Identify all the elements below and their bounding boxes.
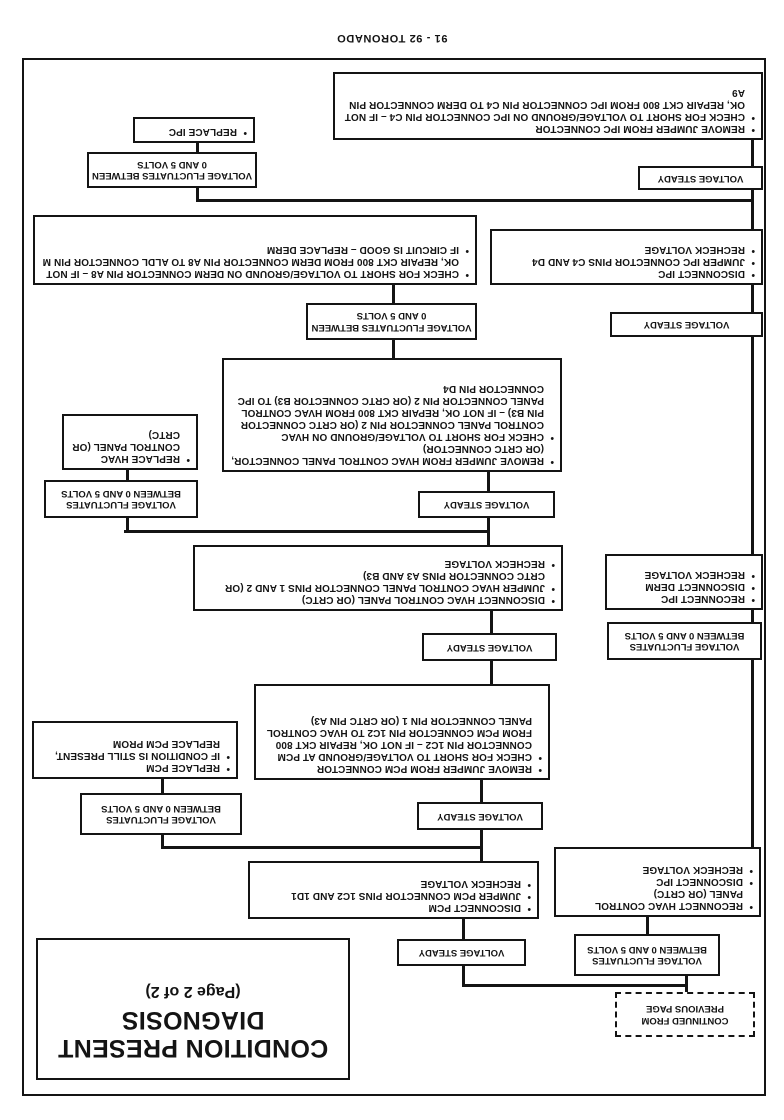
label-voltage-steady-1: VOLTAGE STEADY — [397, 939, 526, 966]
connector-line — [392, 339, 395, 360]
label-voltage-steady-5: VOLTAGE STEADY — [610, 312, 763, 337]
label-voltage-fluctuates-1: VOLTAGE FLUCTUATES BETWEEN 0 AND 5 VOLTS — [574, 934, 720, 976]
label-voltage-steady-6: VOLTAGE STEADY — [638, 166, 763, 190]
connector-line — [462, 964, 465, 987]
connector-line — [392, 284, 395, 304]
box-reconnect-hvac: • RECONNECT HVAC CONTROL PANEL (OR CRTC) • DISCONNECT IPC • RECHECK VOLTAGE — [554, 847, 761, 917]
box-remove-jumper-pcm: • REMOVE JUMPER FROM PCM CONNECTOR • CHECK FOR SHORT TO VOLTAGE/GROUND AT PCM CONNECTOR PIN 1C2 – IF NOT OK, REPAIR CKT 800 FROM PCM CONNECTOR PIN 1C2 TO HVAC CONTROL PANEL CONNECTOR PIN 1 (OR CRTC PIN A3) — [254, 684, 550, 780]
title-line-2: DIAGNOSIS — [121, 1006, 265, 1034]
connector-line — [480, 779, 483, 803]
box-replace-hvac: • REPLACE HVAC CONTROL PANEL (OR CRTC) — [62, 414, 198, 470]
connector-line — [196, 199, 754, 202]
box-remove-jumper-hvac: • REMOVE JUMPER FROM HVAC CONTROL PANEL CONNECTOR, (OR CRTC CONNECTOR) • CHECK FOR SHORT TO VOLTAGE/GROUND ON HVAC CONTROL PANEL CONNECTOR PIN 2 (OR CRTC CONNECTOR PIN B3) – IF NOT OK, REPAIR CKT 800 FROM HVAC CONTROL PANEL CONNECTOR PIN 2 (OR CRTC CONNECTOR B3) TO IPC CONNECTOR PIN D4 — [222, 358, 562, 472]
box-check-derm: • CHECK FOR SHORT TO VOLTAGE/GROUND ON DERM CONNECTOR PIN A8 – IF NOT OK, REPAIR CKT 800 FROM DERM CONNECTOR PIN A8 TO ALDL CONNECTOR PIN M • IF CIRCUIT IS GOOD – REPLACE DERM — [33, 215, 477, 285]
continued-from-previous-page-box: CONTINUED FROM PREVIOUS PAGE — [615, 992, 755, 1037]
label-voltage-fluctuates-3: VOLTAGE FLUCTUATES BETWEEN 0 AND 5 VOLTS — [306, 303, 477, 340]
box-disconnect-ipc: • DISCONNECT IPC • JUMPER IPC CONNECTOR PINS C4 AND D4 • RECHECK VOLTAGE — [490, 229, 763, 285]
title-box — [36, 938, 350, 1080]
box-replace-pcm: • REPLACE PCM • IF CONDITION IS STILL PRESENT, REPLACE PCM PROM — [32, 721, 238, 779]
connector-line — [487, 471, 490, 492]
page-footer: 91 - 92 TORONADO — [336, 32, 448, 44]
connector-line — [161, 778, 164, 794]
connector-line — [124, 530, 490, 533]
connector-line — [126, 517, 129, 533]
title-page-number: (Page 2 of 2) — [145, 983, 241, 1000]
connector-line — [161, 833, 164, 849]
connector-line — [462, 918, 465, 940]
connector-line — [196, 187, 199, 202]
label-voltage-fluctuates-2: VOLTAGE FLUCTUATES BETWEEN 0 AND 5 VOLTS — [607, 622, 762, 660]
box-replace-ipc: • REPLACE IPC — [133, 117, 255, 143]
label-voltage-steady-3: VOLTAGE STEADY — [422, 633, 557, 661]
label-voltage-fluctuates-6: VOLTAGE FLUCTUATES BETWEEN 0 AND 5 VOLTS — [87, 152, 257, 188]
connector-line — [490, 610, 493, 634]
box-reconnect-ipc: • RECONNECT IPC • DISCONNECT DERM • RECHECK VOLTAGE — [605, 554, 763, 610]
label-voltage-steady-2: VOLTAGE STEADY — [417, 802, 543, 830]
title-line-1: CONDITION PRESENT — [57, 1034, 329, 1062]
connector-line — [462, 984, 688, 987]
box-remove-jumper-ipc: • REMOVE JUMPER FROM IPC CONNECTOR • CHECK FOR SHORT TO VOLTAGE/GROUND ON IPC CONNECTOR PIN C4 – IF NOT OK, REPAIR CKT 800 FROM IPC CONNECTOR PIN C4 TO DERM CONNECTOR PIN A9 — [333, 72, 763, 140]
connector-line — [490, 660, 493, 686]
box-disconnect-pcm: • DISCONNECT PCM • JUMPER PCM CONNECTOR PINS 1C2 AND 1D1 • RECHECK VOLTAGE — [248, 861, 539, 919]
connector-line — [646, 916, 649, 936]
connector-line — [161, 846, 483, 849]
label-voltage-steady-4: VOLTAGE STEADY — [418, 491, 555, 518]
box-disconnect-hvac: • DISCONNECT HVAC CONTROL PANEL (OR CRTC) • JUMPER HVAC CONTROL PANEL CONNECTOR PINS 1 AND 2 (OR CRTC CONNECTOR PINS A3 AND B3) • RECHECK VOLTAGE — [193, 545, 563, 611]
label-voltage-fluctuates-4: VOLTAGE FLUCTUATES BETWEEN 0 AND 5 VOLTS — [80, 793, 242, 835]
label-voltage-fluctuates-5: VOLTAGE FLUCTUATES BETWEEN 0 AND 5 VOLTS — [44, 480, 198, 518]
